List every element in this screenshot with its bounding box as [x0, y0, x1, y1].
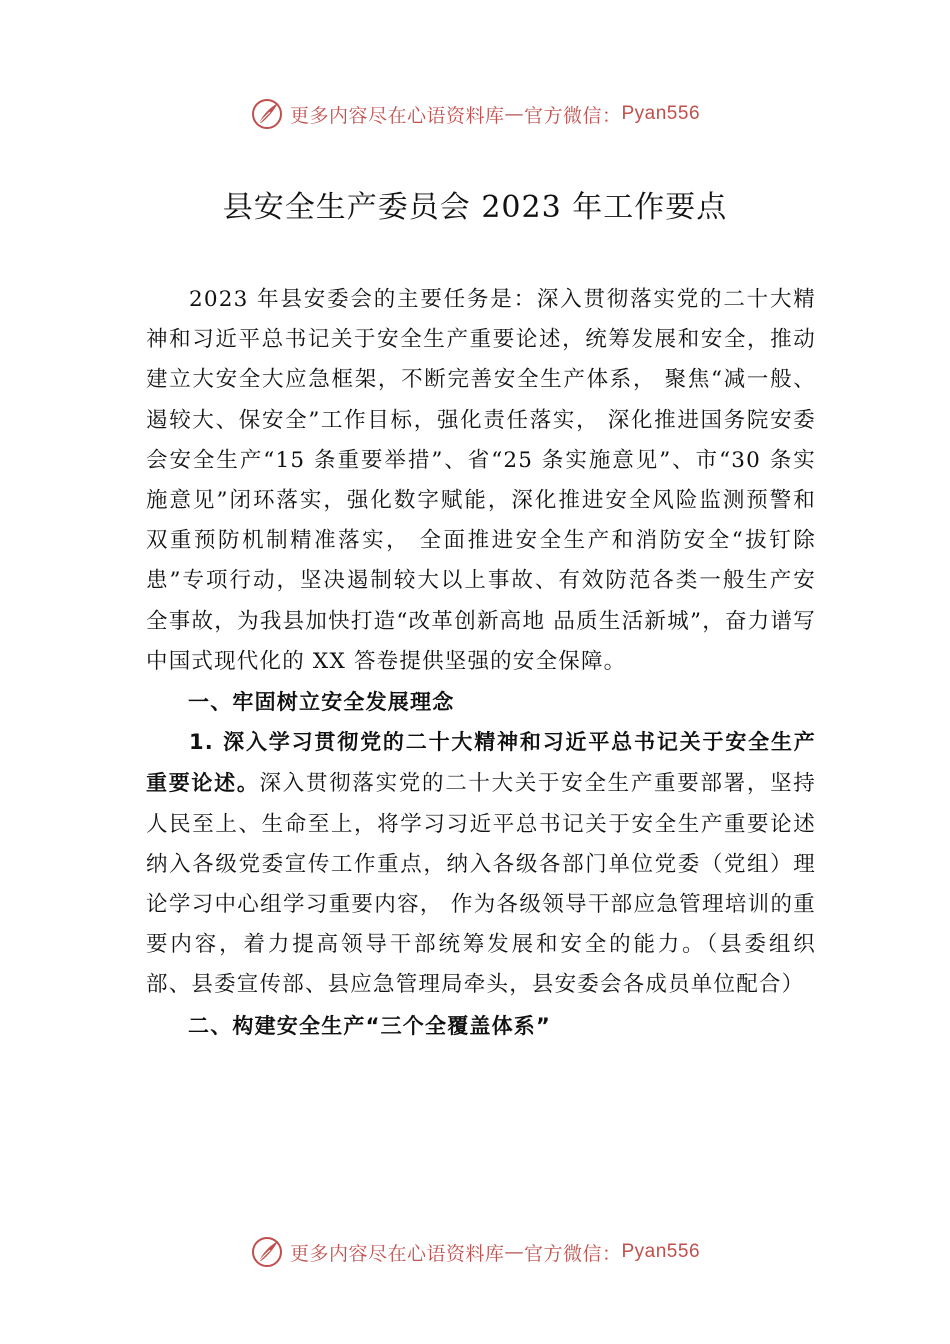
document-body	[146, 280, 816, 1046]
watermark-label: 官方微信：	[523, 104, 622, 127]
intro-paragraph: 2023 年县安委会的主要任务是：深入贯彻落实党的二十大精神和习近平总书记关于安全生产重要论述，统筹发展和安全，推动建立大安全大应急框架，不断完善安全生产体系， 聚焦“减一般、遏较大、保安全”工作目标，强化责任落实， 深化推进国务院安委会安全生产“15 条重要举措”、省“25 条实施意见”、市“30 条实施意见”闭环落实，强化数字赋能，深化推进安全风险监测预警和双重预防机制精准落实， 全面推进安全生产和消防安全“拔钉除患”专项行动，坚决遏制较大以上事故、有效防范各类一般生产安全事故，为我县加快打造“改革创新高地 品质生活新城”，奋力谱写中国式现代化的 XX 答卷提供坚强的安全保障。	[146, 287, 816, 674]
watermark-account: Pyan556	[621, 1241, 701, 1262]
watermark-footer	[0, 1232, 950, 1272]
document-title: 县安全生产委员会 2023 年工作要点	[222, 190, 728, 225]
item-paragraph-1	[146, 722, 816, 1005]
item-lead-1: 1. 深入学习贯彻党的二十大精神和习近平总书记关于安全生产重要论述。	[146, 730, 816, 796]
section-heading-2: 二、构建安全生产“三个全覆盖体系”	[188, 1013, 552, 1038]
watermark-header	[0, 94, 950, 134]
watermark-separator: —	[504, 1241, 524, 1263]
watermark-text: 更多内容尽在心语资料库	[289, 104, 505, 127]
feather-logo-icon	[250, 97, 284, 131]
watermark-account: Pyan556	[621, 103, 701, 124]
watermark-text: 更多内容尽在心语资料库	[289, 1242, 505, 1265]
feather-logo-icon	[250, 1235, 284, 1269]
watermark-separator: —	[504, 103, 524, 125]
section-heading-1: 一、牢固树立安全发展理念	[188, 690, 455, 715]
watermark-label: 官方微信：	[523, 1242, 622, 1265]
item-body-1: 深入贯彻落实党的二十大关于安全生产重要部署，坚持人民至上、生命至上，将学习习近平总书记关于安全生产重要论述纳入各级党委宣传工作重点，纳入各级各部门单位党委（党组）理论学习中心组学习重要内容， 作为各级领导干部应急管理培训的重要内容，着力提高领导干部统筹发展和安全的能力。（县委组织部、县委宣传部、县应急管理局牵头，县安委会各成员单位配合）	[146, 771, 817, 998]
